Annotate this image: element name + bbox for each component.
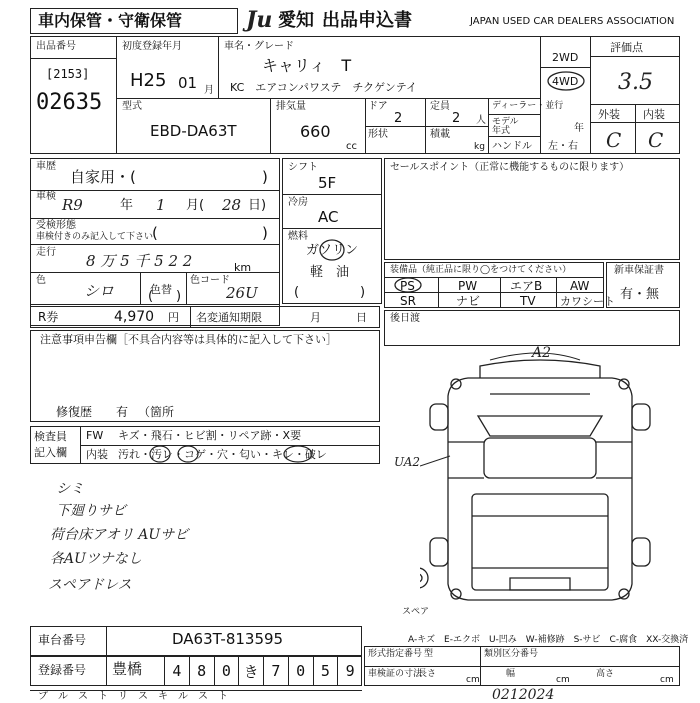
recycle-amount: 4,970 — [114, 309, 155, 325]
fuel-gasoline-circle — [318, 238, 346, 262]
mileage-label: 走行 — [36, 247, 56, 258]
equip-airbag: エアB — [510, 279, 543, 293]
displacement-unit: cc — [346, 141, 357, 152]
lot-sub-number: [2153] — [46, 67, 90, 81]
check-label: 車検証の寸法 — [368, 669, 423, 679]
reception-open: ( — [152, 224, 158, 242]
inspector-label-2: 記入欄 — [34, 446, 67, 459]
width-unit: cm — [556, 675, 570, 685]
fuel-gasoline: ガソリン — [306, 243, 359, 258]
storage-title: 車内保管・守衛保管 — [38, 11, 183, 30]
plate-label: 登録番号 — [38, 663, 87, 677]
plate-digit-cell: 8 — [189, 656, 214, 686]
repair-label: 修復歴 — [56, 405, 93, 419]
model-year-label: モデル年式 — [492, 117, 519, 136]
lot-number: 02635 — [36, 90, 103, 115]
recycle-label: R券 — [38, 310, 59, 324]
plate-digit-cell: 7 — [263, 656, 288, 686]
lot-label: 出品番号 — [36, 41, 76, 52]
fuel-label: 燃料 — [288, 231, 308, 242]
shaken-day-unit: 日) — [248, 198, 267, 213]
equip-leather: カワシート — [560, 295, 615, 308]
plate-digit-cell: き — [238, 656, 263, 686]
history-label: 車歴 — [36, 161, 56, 172]
name-change-label: 名変通知期限 — [196, 311, 262, 324]
model-year-unit: 年 — [574, 123, 584, 134]
model-value: EBD-DA63T — [150, 122, 237, 140]
doors-label: ドア — [368, 101, 388, 112]
shaken-era: R9 — [62, 196, 83, 214]
legend: A-キズ E-エクボ U-凹み W-補修跡 S-サビ C-腐食 XX-交換済 — [408, 635, 689, 645]
aircon-label: 冷房 — [288, 197, 308, 208]
inspector-interior: 内装 — [86, 448, 108, 461]
notes-label: 注意事項申告欄［不具合内容等は具体的に記入して下さい］ — [40, 333, 337, 346]
plate-digit-cell: 9 — [337, 656, 362, 686]
inspector-label-1: 検査員 — [34, 430, 67, 443]
history-value: 自家用・( — [70, 168, 136, 186]
fuel-close: ) — [360, 285, 366, 300]
ju-logo: Ju — [246, 7, 273, 33]
top-section — [30, 36, 680, 154]
class-number-label: 類別区分番号 — [484, 649, 539, 659]
shaken-label: 車検 — [36, 191, 56, 202]
note-line-1: シミ — [56, 481, 84, 497]
plate-digits — [164, 656, 362, 686]
shaken-year-unit: 年 — [120, 198, 134, 213]
interior-label: 内装 — [643, 108, 665, 121]
car-grade: KC エアコンパワステ チクゲンテイ — [230, 81, 417, 94]
shift-label: シフト — [288, 162, 318, 173]
form-number-label: 形式指定番号 — [368, 649, 423, 659]
shaken-month: 1 — [156, 196, 166, 214]
org-name: 愛知 — [278, 10, 314, 31]
height-label: 高さ — [596, 669, 615, 679]
drive-4wd: 4WD — [552, 75, 579, 88]
car-name-label: 車名・グレード — [224, 41, 294, 52]
inspector-interior-text: 汚れ・汚レ・コゲ・穴・匂い・キレ・破レ — [118, 448, 327, 461]
plate-digit-cell: 0 — [288, 656, 313, 686]
color-code-label: 色コード — [190, 275, 230, 286]
inspector-fw: FW — [86, 429, 104, 442]
history-close: ) — [262, 168, 268, 186]
recycle-yen: 円 — [168, 311, 179, 324]
fuel-open: ( — [294, 285, 300, 300]
chassis-label: 車台番号 — [38, 633, 87, 647]
stamp-number: 0212024 — [492, 687, 555, 703]
mileage-value: 8 万 5 千 5 2 2 — [86, 252, 193, 270]
damage-mark-a2: A2 — [532, 345, 552, 361]
drive-4wd-circle — [546, 70, 586, 92]
chassis-number: DA63T-813595 — [172, 630, 284, 648]
plate-digit-cell: 0 — [214, 656, 239, 686]
association-name: JAPAN USED CAR DEALERS ASSOCIATION — [470, 16, 675, 27]
plate-digit-cell: 5 — [313, 656, 338, 686]
length-label: 長さ — [418, 669, 437, 679]
equip-ps-circle — [393, 277, 423, 293]
name-change-month: 月 — [310, 311, 321, 324]
color-change-close: ) — [176, 289, 182, 304]
registration-label: 初度登録年月 — [122, 41, 182, 52]
handle-label: ハンドル — [492, 141, 532, 152]
displacement-value: 660 — [300, 122, 331, 141]
capacity-unit: 人 — [476, 115, 486, 126]
equip-pw: PW — [458, 279, 478, 293]
name-change-day: 日 — [356, 311, 367, 324]
doors-value: 2 — [394, 111, 403, 126]
handle-value: 左・右 — [548, 141, 578, 152]
capacity-value: 2 — [452, 111, 461, 126]
load-label: 積載 — [430, 129, 450, 140]
length-unit: cm — [466, 675, 480, 685]
spare-tire-icon — [420, 568, 428, 588]
car-diagram — [420, 346, 660, 616]
shaken-day: 28 — [222, 196, 242, 214]
bottom-row-text: プ ル ス ト リ ス キ ル ス ト — [38, 691, 228, 702]
note-line-2: 下廻りサビ — [56, 503, 126, 519]
rating-label: 評価点 — [610, 41, 643, 54]
spare-label: スペア — [402, 607, 430, 617]
registration-year: H25 — [130, 70, 167, 91]
shaken-month-unit: 月( — [186, 198, 205, 213]
reception-note: 車検付きのみ記入して下さい — [36, 232, 154, 242]
exterior-grade: C — [606, 128, 622, 152]
color-change-label: 色替 — [150, 283, 172, 296]
color-code: 26U — [226, 284, 258, 302]
color-label: 色 — [36, 275, 46, 286]
sales-point-box — [384, 158, 680, 260]
post-attach-label: 後日渡 — [390, 313, 420, 324]
warranty-label: 新車保証書 — [614, 265, 664, 276]
model-label: 型式 — [122, 101, 142, 112]
equip-sr: SR — [400, 294, 416, 308]
repair-place-label: （箇所 — [138, 405, 175, 419]
note-line-5: スペアドレス — [48, 577, 132, 593]
color-change-open: ( — [148, 289, 154, 304]
shift-value: 5F — [318, 174, 337, 192]
fuel-diesel: 軽 油 — [310, 265, 350, 280]
drive-2wd: 2WD — [552, 51, 579, 64]
equip-aw: AW — [570, 279, 590, 293]
interior-grade: C — [648, 128, 664, 152]
plate-region: 豊橋 — [112, 660, 143, 678]
shape-label: 形状 — [368, 129, 388, 140]
inspector-marks — [148, 442, 328, 464]
inspector-fw-text: キズ・飛石・ヒビ割・リペア跡・X要 — [118, 429, 302, 442]
rating-score: 3.5 — [618, 70, 653, 95]
warranty-value: 有・無 — [620, 287, 660, 302]
reception-close: ) — [262, 224, 268, 242]
equipment-label: 装備品（純正品に限り◯をつけてください） — [390, 265, 572, 275]
dealer-label: ディーラー・並行 — [492, 101, 564, 111]
repair-value: 有 — [116, 405, 129, 419]
displacement-label: 排気量 — [276, 101, 306, 112]
note-line-3: 荷台床アオリ AUサビ — [50, 527, 189, 543]
aircon-value: AC — [318, 208, 339, 226]
post-attach-box — [384, 310, 680, 346]
equip-tv: TV — [520, 294, 536, 308]
height-unit: cm — [660, 675, 674, 685]
registration-month: 01 — [178, 74, 198, 92]
reception-label: 受検形態 — [36, 220, 76, 231]
color-value: シロ — [84, 282, 115, 300]
registration-month-unit: 月 — [204, 85, 214, 96]
mileage-unit: km — [234, 261, 252, 274]
car-name: キャリィ T — [262, 56, 352, 75]
load-unit: kg — [474, 142, 485, 152]
damage-mark-ua2: UA2 — [394, 455, 421, 469]
equip-ps: PS — [400, 279, 415, 293]
equip-navi: ナビ — [456, 294, 481, 308]
exterior-label: 外装 — [598, 108, 620, 121]
form-title: 出品申込書 — [322, 10, 412, 31]
kata-label: 型 — [424, 649, 434, 659]
capacity-label: 定員 — [430, 101, 450, 112]
note-line-4: 各AUツナなし — [50, 551, 142, 567]
width-label: 幅 — [506, 669, 516, 679]
plate-digit-cell: 4 — [164, 656, 189, 686]
sales-point-label: セールスポイント（正常に機能するものに限ります） — [390, 162, 630, 173]
